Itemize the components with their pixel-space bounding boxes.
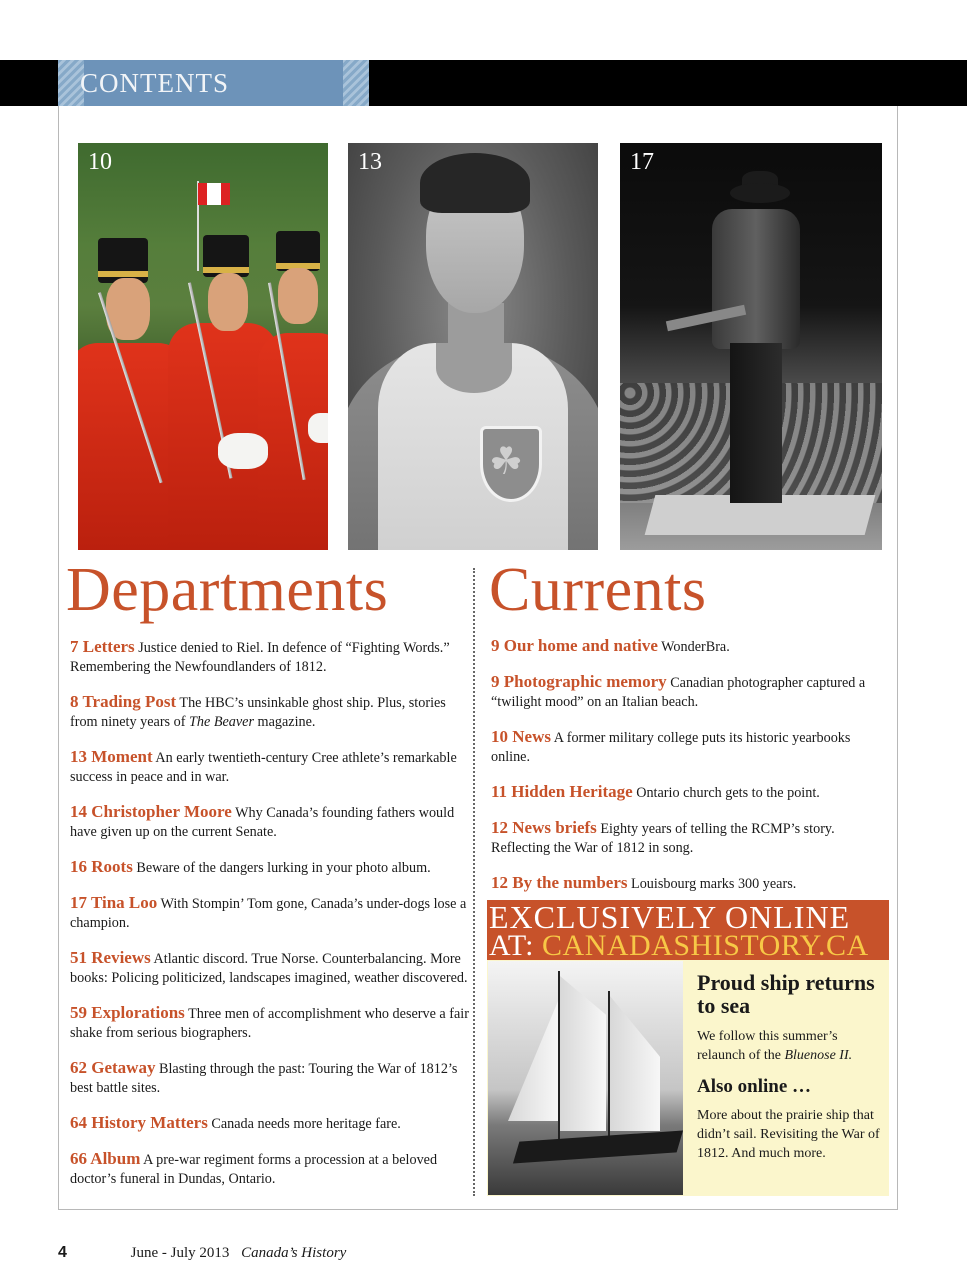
also-online-title: Also online … bbox=[697, 1076, 812, 1097]
section-label: CONTENTS bbox=[80, 68, 229, 98]
list-item[interactable]: 14 Christopher Moore Why Canada’s founding fathers would have given up on the current Senate. bbox=[70, 802, 455, 840]
list-item[interactable]: 9 Our home and native WonderBra. bbox=[491, 636, 730, 655]
column-divider bbox=[473, 568, 475, 1196]
photo-athlete bbox=[348, 143, 598, 550]
also-online-desc: More about the prairie ship that didn’t sail. Revisiting the War of 1812. And much more. bbox=[697, 1108, 880, 1161]
list-item[interactable]: 51 Reviews Atlantic discord. True Norse. Counterbalancing. More books: Policing politicized, landscapes imagined, weather discovered. bbox=[70, 948, 468, 986]
issue-date: June - July 2013 bbox=[130, 1245, 230, 1261]
list-item[interactable]: 66 Album A pre-war regiment forms a procession at a beloved doctor’s funeral in Dundas, Ontario. bbox=[70, 1149, 438, 1187]
page-number: 4 bbox=[58, 1244, 67, 1261]
list-item[interactable]: 7 Letters Justice denied to Riel. In defence of “Fighting Words.” Remembering the Newfoundlanders of 1812. bbox=[70, 637, 450, 675]
list-item[interactable]: 59 Explorations Three men of accomplishment who deserve a fair shake from serious biographers. bbox=[70, 1003, 469, 1041]
list-item[interactable]: 12 By the numbers Louisbourg marks 300 years. bbox=[491, 873, 797, 892]
currents-heading: Currents bbox=[489, 556, 707, 624]
list-item[interactable]: 64 History Matters Canada needs more heritage fare. bbox=[70, 1113, 401, 1132]
online-story-title[interactable]: Proud ship returns to sea bbox=[697, 970, 875, 1018]
departments-heading: Departments bbox=[66, 556, 389, 624]
photo-number: 13 bbox=[358, 149, 382, 175]
online-banner-line1: EXCLUSIVELY ONLINE bbox=[489, 900, 851, 935]
photo-number: 17 bbox=[630, 149, 654, 175]
shamrock-icon: ☘ bbox=[489, 441, 524, 483]
photo-performer bbox=[620, 143, 882, 550]
online-banner[interactable] bbox=[487, 900, 889, 960]
list-item[interactable]: 8 Trading Post The HBC’s unsinkable ghost ship. Plus, stories from ninety years of The Beaver magazine. bbox=[70, 692, 446, 730]
magazine-name: Canada’s History bbox=[241, 1245, 347, 1261]
photo-mounties bbox=[78, 143, 328, 550]
list-item[interactable]: 12 News briefs Eighty years of telling the RCMP’s story. Reflecting the War of 1812 in song. bbox=[491, 818, 835, 856]
list-item[interactable]: 10 News A former military college puts its historic yearbooks online. bbox=[491, 727, 851, 765]
page-footer bbox=[58, 1244, 346, 1262]
list-item[interactable]: 11 Hidden Heritage Ontario church gets to the point. bbox=[491, 782, 820, 801]
list-item[interactable]: 16 Roots Beware of the dangers lurking in your photo album. bbox=[70, 857, 431, 876]
list-item[interactable]: 62 Getaway Blasting through the past: Touring the War of 1812’s best battle sites. bbox=[70, 1058, 458, 1096]
departments-list bbox=[70, 637, 470, 1204]
online-banner-line2: AT: CANADASHISTORY.CA bbox=[489, 929, 869, 960]
website-link[interactable]: CANADASHISTORY.CA bbox=[542, 929, 869, 960]
online-story-desc: We follow this summer’s relaunch of the Bluenose II. bbox=[697, 1029, 853, 1063]
list-item[interactable]: 9 Photographic memory Canadian photographer captured a “twilight mood” on an Italian beach. bbox=[491, 672, 866, 710]
photo-bluenose-ship bbox=[488, 961, 683, 1195]
list-item[interactable]: 17 Tina Loo With Stompin’ Tom gone, Canada’s under-dogs lose a champion. bbox=[70, 893, 467, 931]
currents-list bbox=[491, 636, 881, 909]
photo-number: 10 bbox=[88, 149, 112, 175]
canada-flag-icon bbox=[198, 183, 230, 205]
list-item[interactable]: 13 Moment An early twentieth-century Cree athlete’s remarkable success in peace and in war. bbox=[70, 747, 457, 785]
